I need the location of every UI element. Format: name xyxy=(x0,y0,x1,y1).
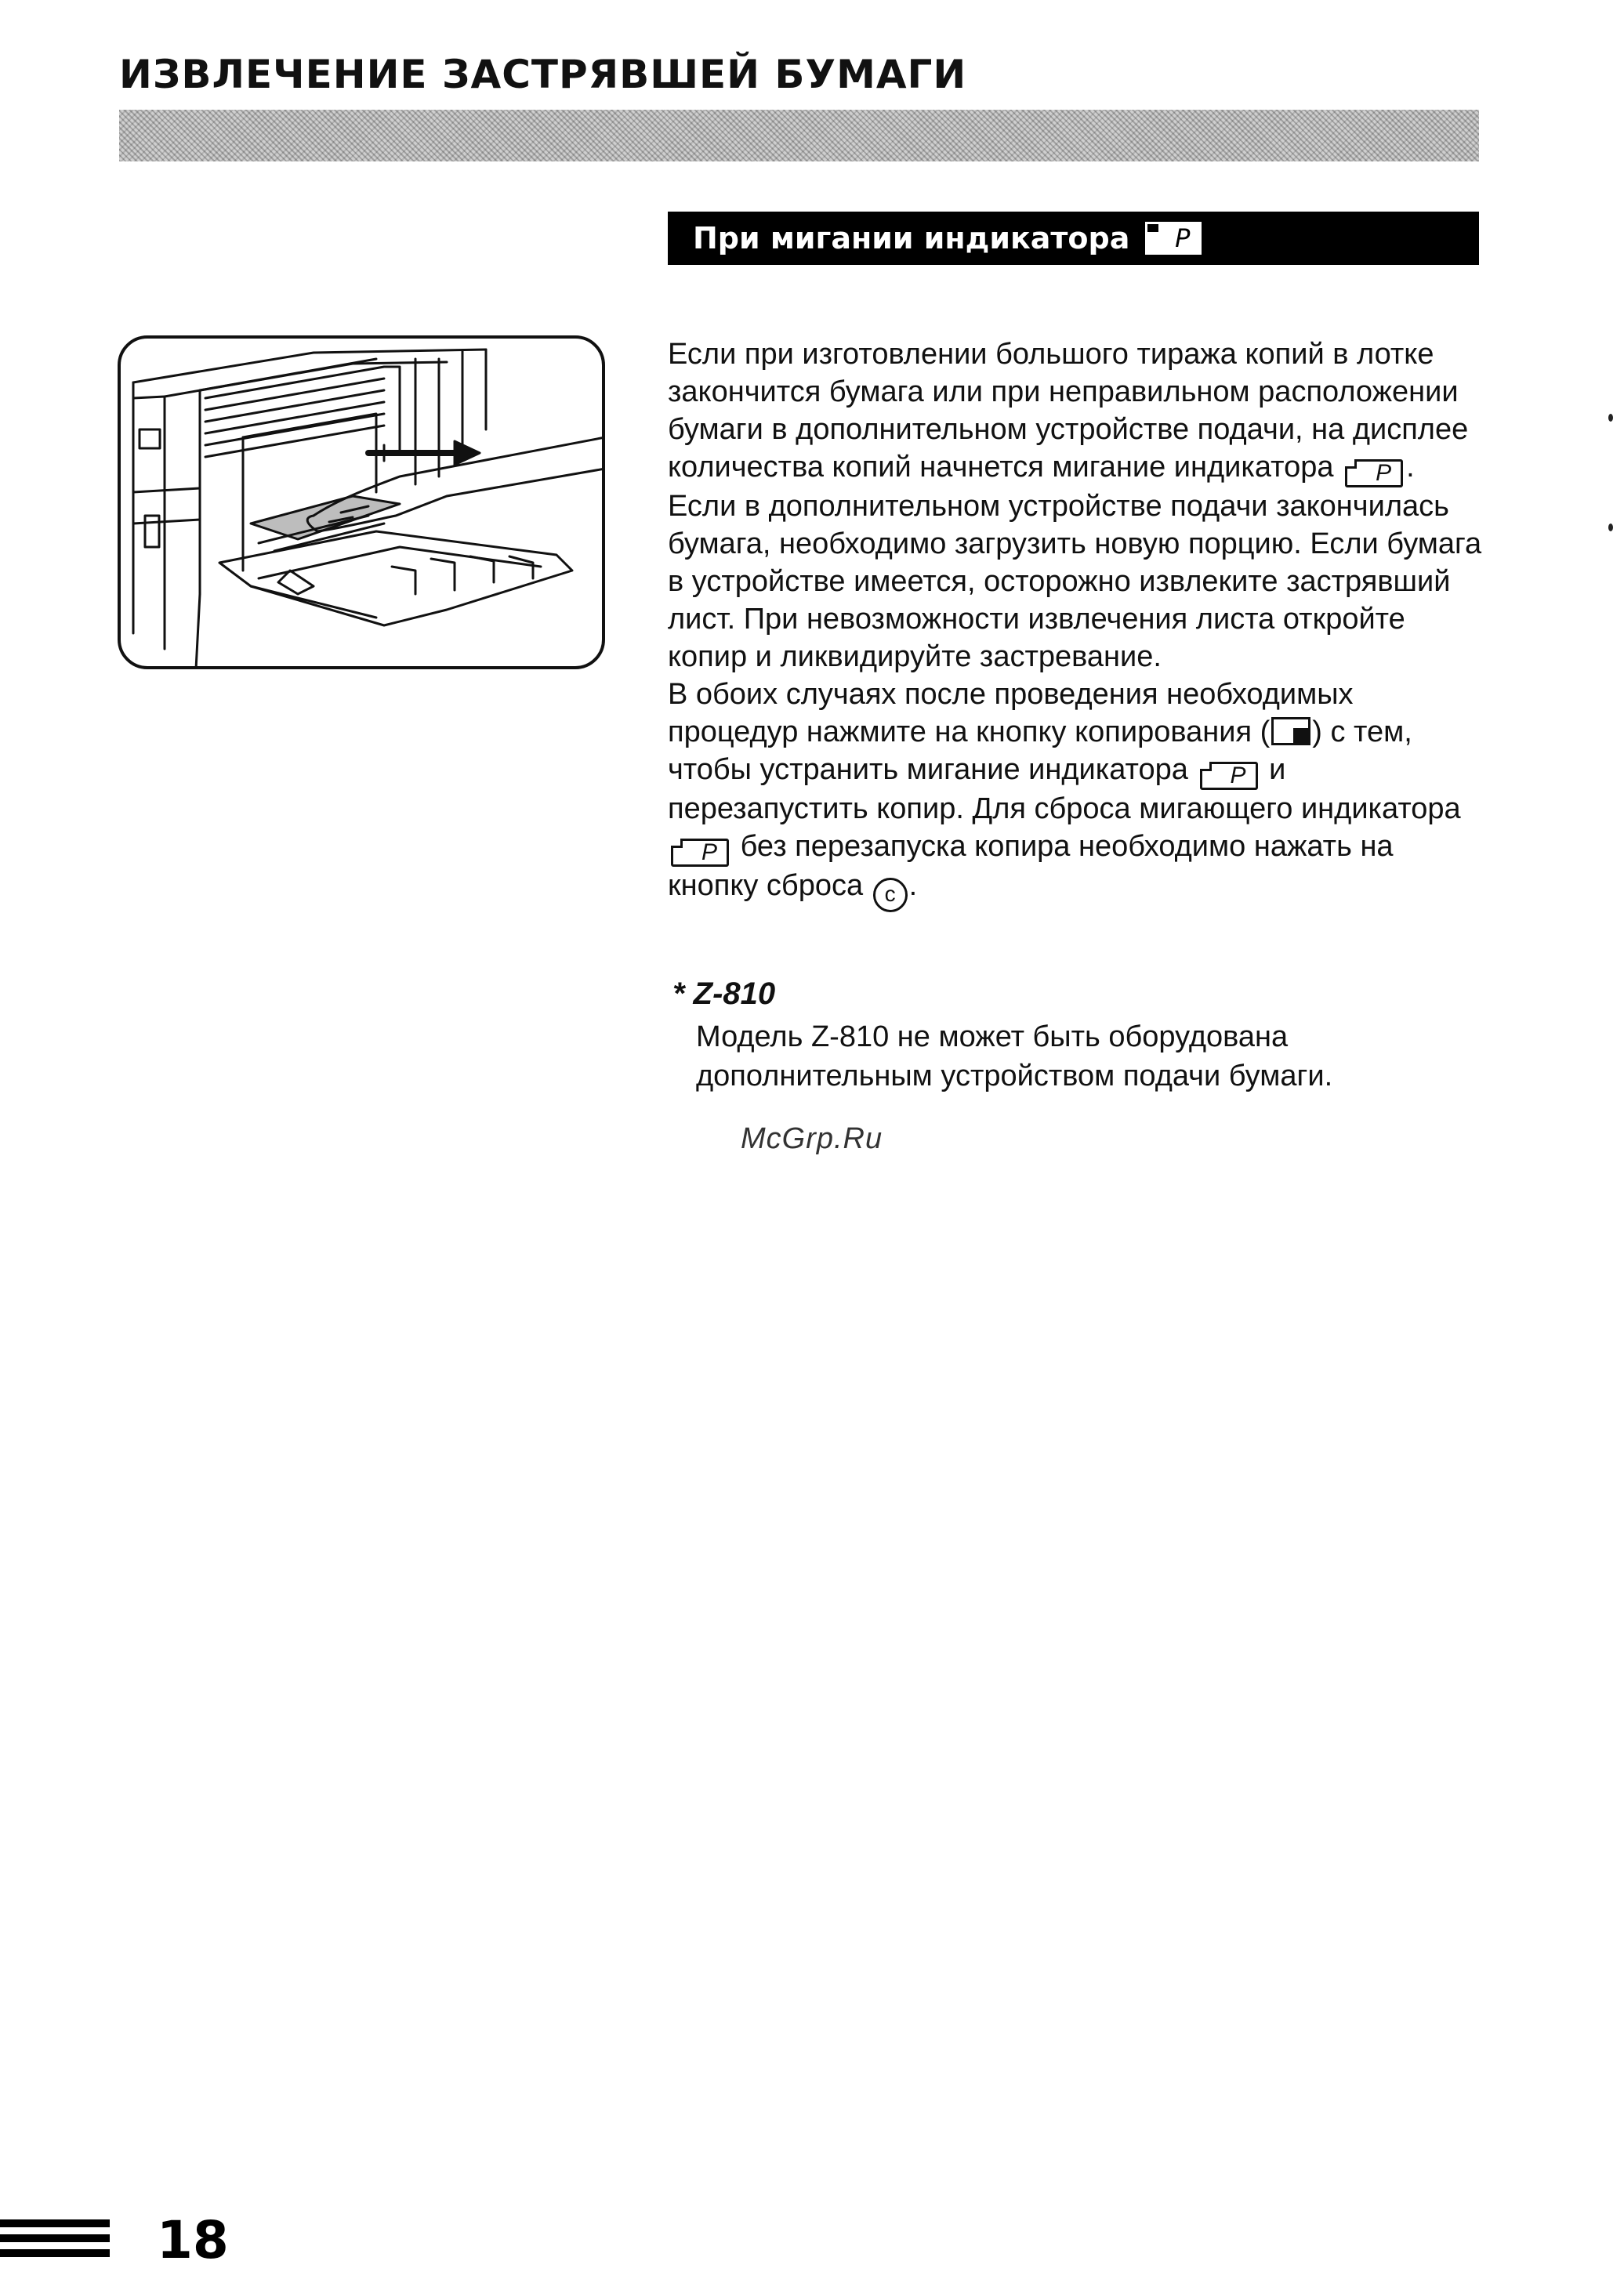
paper-indicator-icon: P xyxy=(1345,459,1403,487)
section-heading-bar xyxy=(668,212,1479,265)
paragraph-2-part-d: без перезапуска копира необходимо нажать на кнопку сброса xyxy=(668,830,1394,902)
paper-indicator-icon: P xyxy=(1145,222,1202,255)
paragraph-2-part-e: . xyxy=(908,869,918,902)
scan-speck xyxy=(1608,524,1613,531)
copy-button-icon xyxy=(1271,717,1310,745)
footer-rule xyxy=(0,2219,110,2257)
model-note-title: * Z-810 xyxy=(672,976,776,1011)
paragraph-2-part-a: В обоих случаях после проведения необходимых процедур нажмите на кнопку копирования ( xyxy=(668,678,1354,748)
paper-indicator-icon: P xyxy=(671,839,729,867)
reset-button-icon: c xyxy=(873,878,908,912)
page-number: 18 xyxy=(157,2210,229,2270)
section-heading: При мигании индикатора xyxy=(693,221,1130,255)
page-title: ИЗВЛЕЧЕНИЕ ЗАСТРЯВШЕЙ БУМАГИ xyxy=(119,52,967,97)
paragraph-1 xyxy=(668,335,1483,676)
watermark: McGrp.Ru xyxy=(741,1122,883,1155)
paragraph-2-part-c: и перезапустить копир. Для сброса мигающего индикатора xyxy=(668,753,1461,825)
instructions-text xyxy=(668,335,1483,912)
footer-rule-line xyxy=(0,2234,110,2242)
paragraph-1-start: Если при изготовлении большого тиража копий в лотке закончится бумага или при неправильном расположении бумаги в дополнительном устройстве подачи, на дисплее количества копий начнется мигание индикатора xyxy=(668,338,1469,484)
paragraph-1-end: . Если в дополнительном устройстве подачи закончилась бумага, необходимо загрузить новую порцию. Если бумага в устройстве имеется, осторожно извлеките застрявший лист. При невозможности извлечения листа откройте копир и ликвидируйте застревание. xyxy=(668,451,1482,673)
paragraph-2-part-b: ) с тем, чтобы устранить мигание индикатора xyxy=(668,716,1412,786)
paragraph-2 xyxy=(668,676,1483,912)
paper-jam-illustration xyxy=(118,335,605,669)
paper-indicator-icon: P xyxy=(1200,762,1258,790)
footer-rule-line xyxy=(0,2249,110,2257)
scan-speck xyxy=(1608,414,1613,422)
model-note-text: Модель Z-810 не может быть оборудована дополнительным устройством подачи бумаги. xyxy=(696,1020,1333,1092)
title-underline-band xyxy=(119,110,1479,161)
footer-rule-line xyxy=(0,2219,110,2227)
